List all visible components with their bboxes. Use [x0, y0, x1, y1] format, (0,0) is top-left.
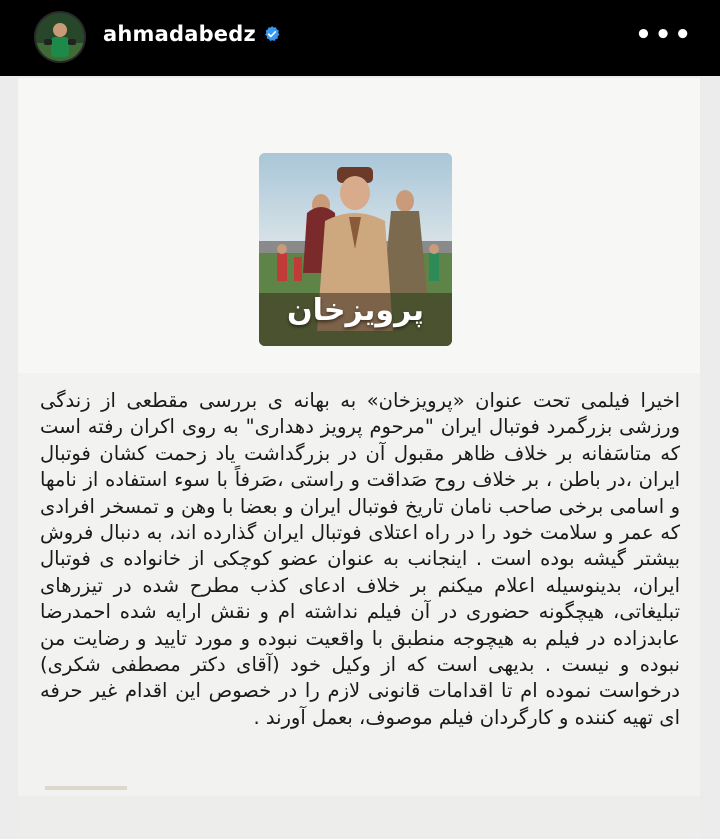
post-caption-text: اخیرا فیلمی تحت عنوان «پرویزخان» به بهانه ی بررسی مقطعی از زندگی ورزشی بزرگمرد فوتبال ایران "مرحوم پرویز دهداری" به روی اکران رفته است که متاسَفانه بر خلاف ظاهر مقبول آن در بزرگداشت یاد زحمت کشان فوتبال ایران ،در باطن ، بر خلاف روح صَداقت و راستی ،صَرفاً با سوء استفاده از نامها و اسامی برخی صاحب نامان تاریخ فوتبال ایران و بعضا با وهن و تمسخر افرادی که عمر و سلامت خود را در راه اعتلای فوتبال ایران گذارده اند، به دنبال فروش بیشتر گیشه بوده است . اینجانب به عنوان عضو کوچکی از خانواده ی فوتبال ایران، بدینوسیله اعلام میکنم بر خلاف ادعای کذب مطرح شده در تیزرهای تبلیغاتی، هیچگونه حضوری در آن فیلم نداشته ام و نقش ارایه شده احمدرضا عابدزاده در فیلم به هیچوجه منطبق با واقعیت نبوده و مورد تایید و رضایت من نبوده و نیست . بدیهی است که از وکیل خود (آقای دکتر مصطفی شکری) درخواست نموده ام تا اقدامات قانونی لازم را در خصوص این اقدام غیر حرفه ای تهیه کننده و کارگردان فیلم موصوف، بعمل آورند . — [40, 389, 680, 729]
more-options-icon[interactable]: ••• — [635, 20, 694, 50]
verified-badge-icon — [263, 25, 281, 43]
username[interactable]: ahmadabedz — [103, 22, 256, 46]
content-divider — [45, 786, 127, 790]
bottom-strip — [18, 796, 700, 839]
avatar-image — [36, 13, 84, 61]
movie-poster-image — [259, 153, 452, 346]
username-row[interactable] — [103, 22, 281, 46]
post-header — [0, 0, 720, 76]
profile-avatar[interactable] — [36, 13, 84, 61]
poster-title: پرویزخان — [287, 293, 424, 328]
